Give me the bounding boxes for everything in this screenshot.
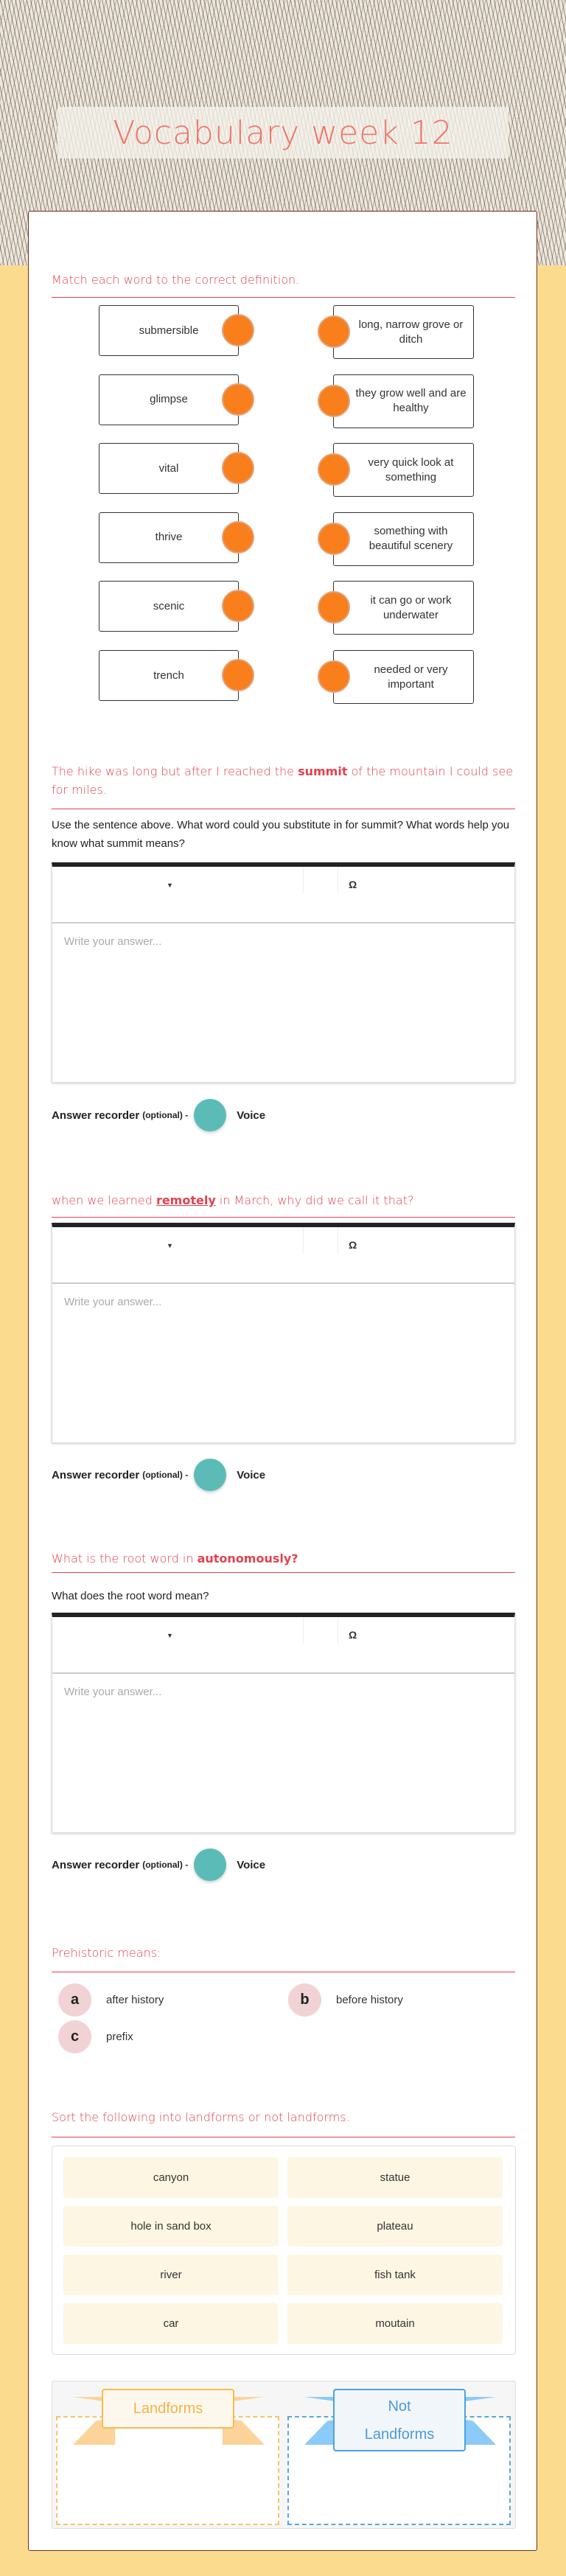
answer-editor-2	[52, 1223, 515, 1443]
answer-input-2[interactable]	[52, 1284, 514, 1442]
match-connector-left[interactable]	[222, 521, 254, 554]
match-connector-right[interactable]	[318, 660, 350, 693]
sort-item[interactable]: hole in sand box	[63, 2206, 279, 2247]
match-connector-right[interactable]	[318, 385, 350, 417]
sort-items-pool	[52, 2146, 516, 2355]
answer-input-1[interactable]	[52, 924, 514, 1082]
answer-input-3[interactable]	[52, 1674, 514, 1832]
bucket-label-not-landforms: Not Landforms	[333, 2389, 466, 2451]
match-word[interactable]: trench	[99, 650, 239, 701]
sort-heading: Sort the following into landforms or not landforms.	[52, 2110, 350, 2124]
match-definition[interactable]: it can go or work underwater	[333, 581, 474, 635]
record-voice-button[interactable]	[194, 1849, 226, 1881]
match-connector-left[interactable]	[222, 314, 254, 346]
sort-item[interactable]: plateau	[287, 2206, 503, 2247]
divider	[52, 1572, 515, 1573]
choice-c[interactable]: c prefix	[58, 2020, 133, 2053]
answer-recorder-2: Answer recorder (optional) - Voice	[52, 1459, 265, 1491]
match-definition[interactable]: long, narrow grove or ditch	[333, 305, 474, 359]
match-word[interactable]: submersible	[99, 305, 239, 356]
choice-a[interactable]: a after history	[58, 1983, 164, 2017]
match-word[interactable]: scenic	[99, 581, 239, 632]
special-character-icon[interactable]: Ω	[349, 1239, 357, 1251]
question-1-heading: The hike was long but after I reached the summit of the mountain I could see for miles.	[52, 764, 514, 797]
format-dropdown-caret-icon[interactable]: ▼	[167, 1242, 173, 1249]
match-definition[interactable]: very quick look at something	[333, 443, 474, 497]
match-connector-right[interactable]	[318, 453, 350, 486]
choice-letter: b	[288, 1983, 321, 2017]
editor-toolbar	[52, 1227, 514, 1284]
format-dropdown-caret-icon[interactable]: ▼	[167, 1632, 173, 1639]
question-2-heading: when we learned remotely in March, why did we call it that?	[52, 1193, 414, 1207]
special-character-icon[interactable]: Ω	[349, 1629, 357, 1641]
sort-item[interactable]: canyon	[63, 2157, 279, 2198]
format-dropdown-caret-icon[interactable]: ▼	[167, 882, 173, 889]
sort-item[interactable]: fish tank	[287, 2255, 503, 2295]
answer-recorder-1: Answer recorder (optional) - Voice	[52, 1099, 265, 1131]
match-connector-left[interactable]	[222, 590, 254, 622]
worksheet-card	[28, 211, 537, 2551]
answer-recorder-3: Answer recorder (optional) - Voice	[52, 1849, 265, 1881]
special-character-icon[interactable]: Ω	[349, 879, 357, 890]
page-title: Vocabulary week 12	[113, 114, 453, 152]
match-connector-left[interactable]	[222, 452, 254, 484]
match-word[interactable]: vital	[99, 443, 239, 494]
divider	[52, 1217, 515, 1218]
match-connector-right[interactable]	[318, 523, 350, 555]
sort-item[interactable]: car	[63, 2303, 279, 2344]
match-definition[interactable]: they grow well and are healthy	[333, 374, 474, 428]
choice-letter: c	[58, 2020, 91, 2053]
match-definition[interactable]: needed or very important	[333, 650, 474, 704]
match-connector-right[interactable]	[318, 315, 350, 348]
match-word[interactable]: thrive	[99, 512, 239, 563]
editor-toolbar	[52, 1617, 514, 1674]
title-band	[57, 107, 509, 158]
answer-editor-3	[52, 1613, 515, 1833]
sort-buckets	[52, 2381, 516, 2529]
record-voice-button[interactable]	[194, 1099, 226, 1131]
match-connector-left[interactable]	[222, 659, 254, 691]
match-word[interactable]: glimpse	[99, 374, 239, 425]
divider	[52, 297, 515, 298]
mc-heading: Prehistoric means:	[52, 1946, 161, 1960]
sort-item[interactable]: river	[63, 2255, 279, 2295]
question-1-prompt: Use the sentence above. What word could you substitute in for summit? What words help you know what summit means?	[52, 819, 510, 850]
choice-letter: a	[58, 1983, 91, 2017]
editor-toolbar	[52, 867, 514, 924]
match-definition[interactable]: something with beautiful scenery	[333, 512, 474, 566]
bucket-label-landforms: Landforms	[102, 2389, 234, 2429]
choice-b[interactable]: b before history	[288, 1983, 403, 2017]
answer-editor-1	[52, 862, 515, 1083]
sort-item[interactable]: moutain	[287, 2303, 503, 2344]
question-3-prompt: What does the root word mean?	[52, 1590, 209, 1602]
match-connector-left[interactable]	[222, 383, 254, 416]
record-voice-button[interactable]	[194, 1459, 226, 1491]
question-3-heading: What is the root word in autonomously?	[52, 1551, 298, 1566]
sort-item[interactable]: statue	[287, 2157, 503, 2198]
match-heading: Match each word to the correct definition.	[52, 273, 300, 287]
